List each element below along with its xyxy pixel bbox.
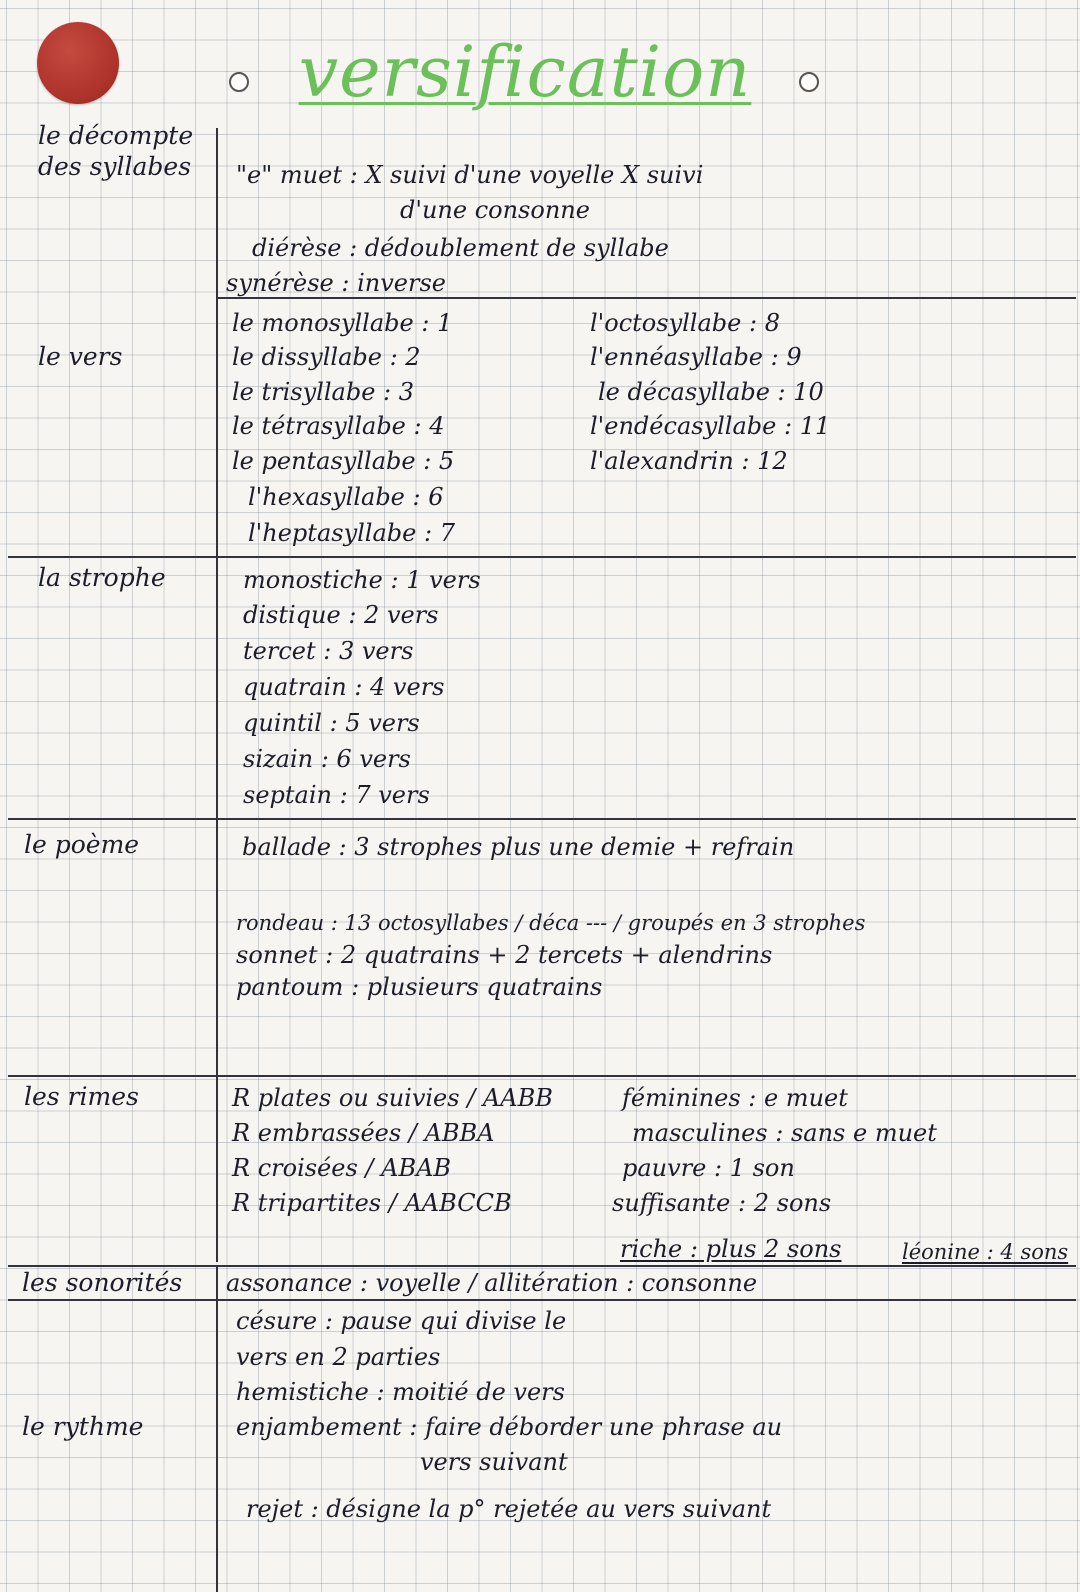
vers-right-2: l'ennéasyllabe : 9 xyxy=(590,343,802,371)
strophe-line-6: sizain : 6 vers xyxy=(243,745,411,773)
vers-left-7: l'heptasyllabe : 7 xyxy=(248,519,455,547)
rimes-right-3: pauvre : 1 son xyxy=(622,1154,795,1182)
vers-right-3: le décasyllabe : 10 xyxy=(598,378,824,406)
vers-left-2: le dissyllabe : 2 xyxy=(232,343,421,371)
rythme-line-1: césure : pause qui divise le xyxy=(236,1307,567,1335)
rimes-right-4: suffisante : 2 sons xyxy=(612,1189,832,1217)
row-divider-2 xyxy=(8,556,1076,558)
rimes-left-1: R plates ou suivies / AABB xyxy=(232,1084,553,1112)
rythme-line-5: vers suivant xyxy=(420,1448,568,1476)
rimes-right-6: léonine : 4 sons xyxy=(902,1240,1069,1264)
strophe-line-4: quatrain : 4 vers xyxy=(243,673,445,701)
vers-left-6: l'hexasyllabe : 6 xyxy=(248,483,444,511)
vers-right-5: l'alexandrin : 12 xyxy=(590,447,788,475)
label-poeme: le poème xyxy=(24,830,140,859)
label-sonorites: les sonorités xyxy=(22,1268,183,1297)
syllabes-line-2: d'une consonne xyxy=(400,196,590,224)
label-strophe: la strophe xyxy=(38,563,166,592)
rythme-line-4: enjambement : faire déborder une phrase au xyxy=(236,1413,783,1441)
column-divider-bottom xyxy=(216,1265,218,1592)
strophe-line-2: distique : 2 vers xyxy=(243,601,439,629)
sonorites-text: assonance : voyelle / allitération : consonne xyxy=(226,1269,758,1297)
vers-left-1: le monosyllabe : 1 xyxy=(232,309,453,337)
page-title: versification xyxy=(298,31,752,113)
vers-left-5: le pentasyllabe : 5 xyxy=(232,447,455,475)
poeme-line-1: ballade : 3 strophes plus une demie + refrain xyxy=(242,833,795,861)
syllabes-line-1: "e" muet : X suivi d'une voyelle X suivi xyxy=(236,161,704,189)
red-sticker xyxy=(37,22,119,104)
label-vers: le vers xyxy=(38,342,123,371)
rimes-left-4: R tripartites / AABCCB xyxy=(232,1189,512,1217)
syllabes-line-3: diérèse : dédoublement de syllabe xyxy=(252,234,669,262)
rimes-left-3: R croisées / ABAB xyxy=(232,1154,452,1182)
strophe-line-7: septain : 7 vers xyxy=(243,781,430,809)
label-syllabes-1: le décompte xyxy=(38,121,194,150)
rythme-line-6: rejet : désigne la p° rejetée au vers suivant xyxy=(246,1495,772,1523)
vers-left-4: le tétrasyllabe : 4 xyxy=(232,412,445,440)
poeme-line-4: pantoum : plusieurs quatrains xyxy=(236,973,603,1001)
rimes-right-5: riche : plus 2 sons xyxy=(620,1235,842,1263)
rimes-left-2: R embrassées / ABBA xyxy=(232,1119,495,1147)
row-divider-6 xyxy=(8,1299,1076,1301)
label-rythme: le rythme xyxy=(22,1412,144,1441)
vers-left-3: le trisyllabe : 3 xyxy=(232,378,415,406)
rimes-right-2: masculines : sans e muet xyxy=(632,1119,937,1147)
poeme-line-2: rondeau : 13 octosyllabes / déca --- / groupés en 3 strophes xyxy=(236,911,866,935)
strophe-line-3: tercet : 3 vers xyxy=(243,637,414,665)
row-divider-4 xyxy=(8,1075,1076,1077)
strophe-line-5: quintil : 5 vers xyxy=(243,709,420,737)
rythme-line-2: vers en 2 parties xyxy=(236,1343,441,1371)
punch-hole-left xyxy=(229,72,249,92)
syllabes-line-4: synérèse : inverse xyxy=(226,269,446,297)
vers-right-4: l'endécasyllabe : 11 xyxy=(590,412,831,440)
rimes-right-1: féminines : e muet xyxy=(622,1084,848,1112)
label-syllabes-2: des syllabes xyxy=(38,152,192,181)
label-rimes: les rimes xyxy=(24,1082,139,1111)
rythme-line-3: hemistiche : moitié de vers xyxy=(236,1378,565,1406)
poeme-line-3: sonnet : 2 quatrains + 2 tercets + alendrins xyxy=(236,941,773,969)
strophe-line-1: monostiche : 1 vers xyxy=(243,566,481,594)
vers-right-1: l'octosyllabe : 8 xyxy=(590,309,780,337)
punch-hole-right xyxy=(799,72,819,92)
row-divider-3 xyxy=(8,818,1076,820)
